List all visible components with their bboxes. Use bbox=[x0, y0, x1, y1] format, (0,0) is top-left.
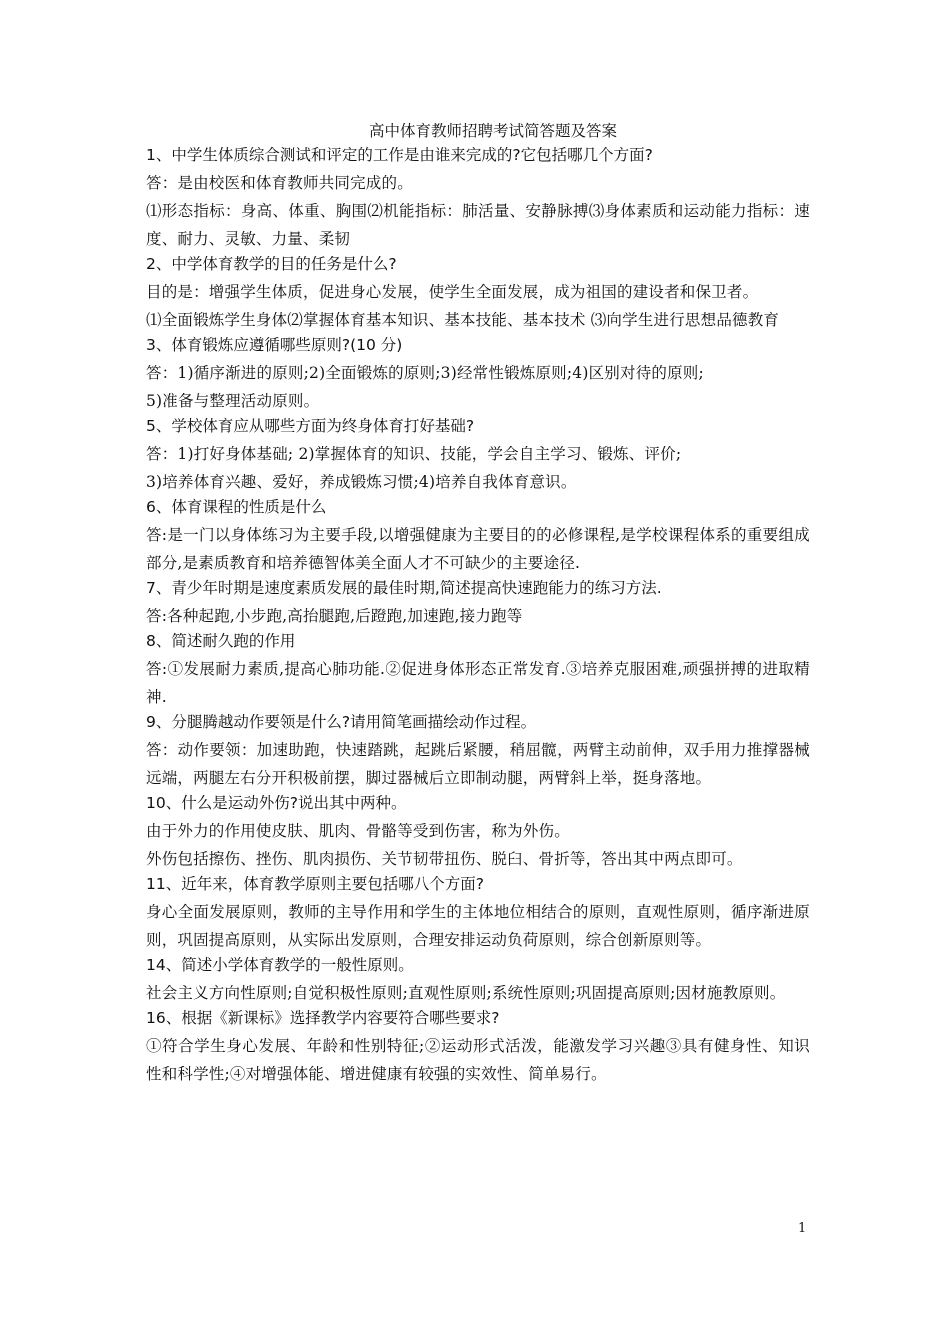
answer-1-2: ⑴形态指标：身高、体重、胸围⑵机能指标：肺活量、安静脉搏⑶身体素质和运动能力指标：速度、耐力、灵敏、力量、柔韧 bbox=[146, 202, 810, 248]
answer-1-1: 答：是由校医和体育教师共同完成的。 bbox=[146, 174, 413, 192]
answer-5-1: 答：1)打好身体基础; 2)掌握体育的知识、技能，学会自主学习、锻炼、评价; bbox=[146, 445, 682, 463]
qa-item-7 bbox=[146, 577, 810, 630]
answer-10-2: 外伤包括擦伤、挫伤、肌肉损伤、关节韧带扭伤、脱臼、骨折等，答出其中两点即可。 bbox=[146, 850, 743, 868]
answer-10-1: 由于外力的作用使皮肤、肌肉、骨骼等受到伤害，称为外伤。 bbox=[146, 822, 570, 840]
answer-3-2: 5)准备与整理活动原则。 bbox=[146, 392, 320, 410]
qa-item-11 bbox=[146, 873, 810, 954]
qa-item-14 bbox=[146, 954, 810, 1007]
qa-item-1 bbox=[146, 144, 810, 253]
answer-8-1: 答:①发展耐力素质,提高心肺功能.②促进身体形态正常发育.③培养克服困难,顽强拼搏的进取精神. bbox=[146, 660, 810, 706]
question-5: 5、学校体育应从哪些方面为终身体育打好基础? bbox=[146, 417, 475, 435]
question-11: 11、近年来，体育教学原则主要包括哪八个方面? bbox=[146, 875, 484, 893]
question-6: 6、体育课程的性质是什么 bbox=[146, 498, 327, 516]
answer-5-2: 3)培养体育兴趣、爱好，养成锻炼习惯;4)培养自我体育意识。 bbox=[146, 473, 577, 491]
qa-item-10 bbox=[146, 792, 810, 873]
question-3: 3、体育锻炼应遵循哪些原则?(10 分) bbox=[146, 336, 403, 354]
qa-item-9 bbox=[146, 711, 810, 792]
qa-item-5 bbox=[146, 415, 810, 496]
answer-3-1: 答：1)循序渐进的原则;2)全面锻炼的原则;3)经常性锻炼原则;4)区别对待的原则; bbox=[146, 364, 704, 382]
answer-16-1: ①符合学生身心发展、年龄和性别特征;②运动形式活泼，能激发学习兴趣③具有健身性、知识性和科学性;④对增强体能、增进健康有较强的实效性、简单易行。 bbox=[146, 1037, 810, 1083]
question-1: 1、中学生体质综合测试和评定的工作是由谁来完成的?它包括哪几个方面? bbox=[146, 146, 653, 164]
answer-6-1: 答:是一门以身体练习为主要手段,以增强健康为主要目的的必修课程,是学校课程体系的重要组成部分,是素质教育和培养德智体美全面人才不可缺少的主要途径. bbox=[146, 526, 810, 572]
question-10: 10、什么是运动外伤?说出其中两种。 bbox=[146, 794, 407, 812]
question-7: 7、青少年时期是速度素质发展的最佳时期,简述提高快速跑能力的练习方法. bbox=[146, 579, 662, 597]
answer-2-1: 目的是：增强学生体质，促进身心发展，使学生全面发展，成为祖国的建设者和保卫者。 bbox=[146, 283, 759, 301]
question-2: 2、中学体育教学的目的任务是什么? bbox=[146, 255, 397, 273]
answer-7-1: 答:各种起跑,小步跑,高抬腿跑,后蹬跑,加速跑,接力跑等 bbox=[146, 607, 523, 625]
answer-9-1: 答：动作要领：加速助跑，快速踏跳，起跳后紧腰，稍屈髋，两臂主动前伸，双手用力推撑器械远端，两腿左右分开积极前摆，脚过器械后立即制动腿，两臂斜上举，挺身落地。 bbox=[146, 741, 810, 787]
qa-item-6 bbox=[146, 496, 810, 577]
document-title: 高中体育教师招聘考试简答题及答案 bbox=[368, 122, 617, 140]
qa-item-8 bbox=[146, 630, 810, 711]
question-9: 9、分腿腾越动作要领是什么?请用简笔画描绘动作过程。 bbox=[146, 713, 537, 731]
answer-14-1: 社会主义方向性原则;自觉积极性原则;直观性原则;系统性原则;巩固提高原则;因材施教原则。 bbox=[146, 984, 786, 1002]
question-14: 14、简述小学体育教学的一般性原则。 bbox=[146, 956, 414, 974]
page-number: 1 bbox=[798, 1221, 807, 1236]
qa-item-2 bbox=[146, 253, 810, 334]
answer-2-2: ⑴全面锻炼学生身体⑵掌握体育基本知识、基本技能、基本技术 ⑶向学生进行思想品德教育 bbox=[146, 311, 780, 329]
question-16: 16、根据《新课标》选择教学内容要符合哪些要求? bbox=[146, 1009, 500, 1027]
qa-item-3 bbox=[146, 334, 810, 415]
qa-item-16 bbox=[146, 1007, 810, 1088]
question-8: 8、简述耐久跑的作用 bbox=[146, 632, 296, 650]
document-page bbox=[146, 118, 810, 1088]
answer-11-1: 身心全面发展原则，教师的主导作用和学生的主体地位相结合的原则，直观性原则，循序渐进原则，巩固提高原则，从实际出发原则，合理安排运动负荷原则，综合创新原则等。 bbox=[146, 903, 810, 949]
